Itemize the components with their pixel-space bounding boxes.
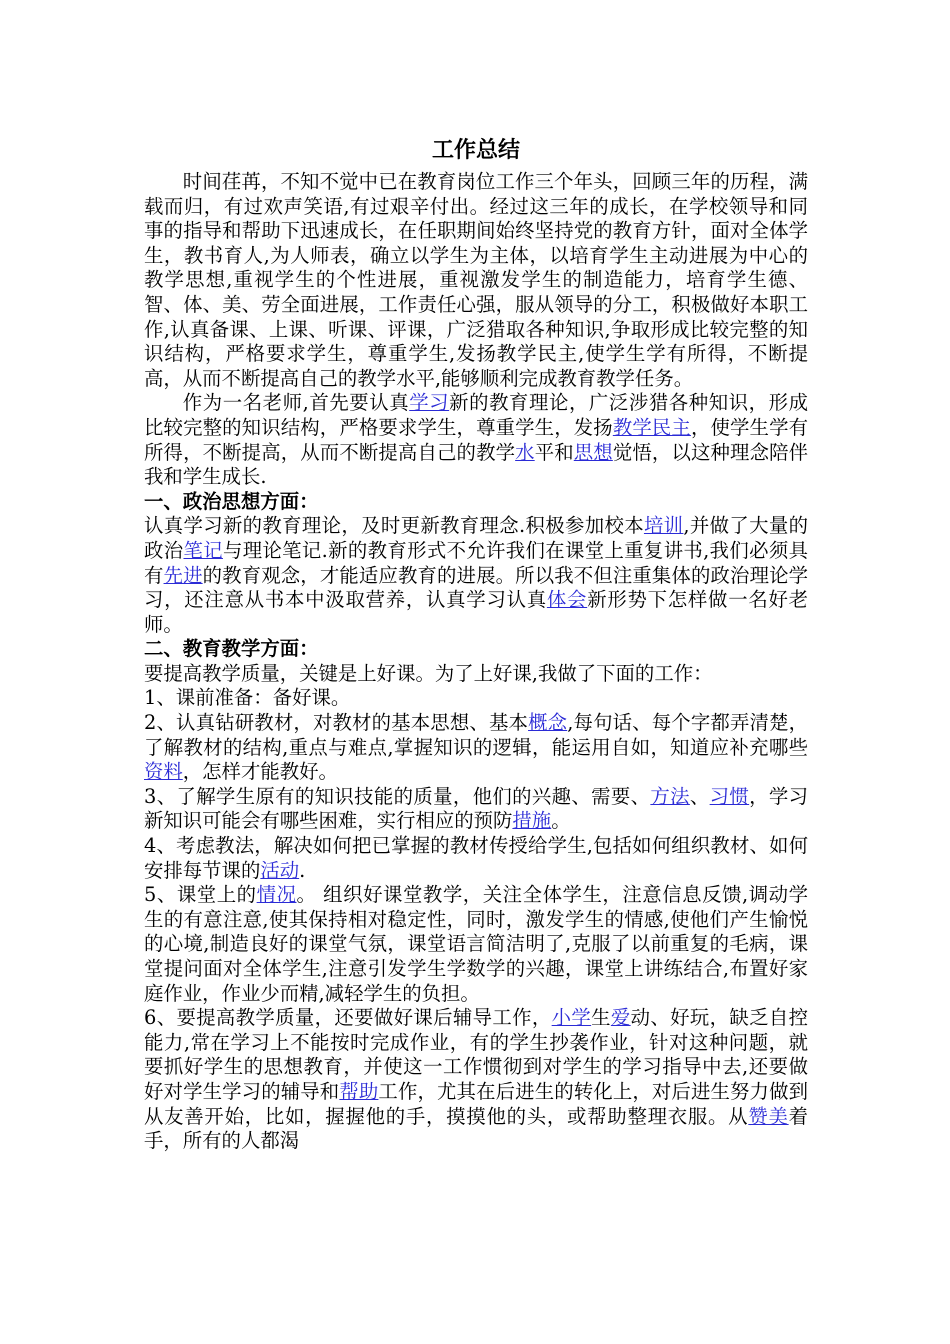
link-activity[interactable]: 活动 — [260, 858, 300, 882]
link-habit[interactable]: 习惯 — [709, 784, 750, 808]
paragraph-political: 认真学习新的教育理论，及时更新教育理念.积极参加校本培训,并做了大量的政治笔记与理论笔记.新的教育形式不允许我们在课堂上重复讲书,我们必须具有先进的教育观念，才能适应教育的进展。所以我不但注重集体的政治理论学习，还注意从书本中汲取营养，认真学习认真体会新形势下怎样做一名好老师。 — [144, 514, 809, 636]
list-item-5: 5、课堂上的情况。 组织好课堂教学，关注全体学生，注意信息反馈,调动学生的有意注意,使其保持相对稳定性，同时，激发学生的情感,使他们产生愉悦的心境,制造良好的课堂气氛，课堂语言简洁明了,克服了以前重复的毛病，课堂提问面对全体学生,注意引发学生学数学的兴趣，课堂上讲练结合,布置好家庭作业，作业少而精,减轻学生的负担。 — [144, 883, 809, 1005]
section-heading-political: 一、政治思想方面： — [144, 489, 319, 513]
list-item-4: 4、考虑教法，解决如何把已掌握的教材传授给学生,包括如何组织教材、如何安排每节课的活动. — [144, 834, 808, 882]
link-primary-school[interactable]: 小学 — [551, 1006, 592, 1030]
list-item-1: 1、课前准备：备好课。 — [144, 686, 351, 710]
link-thought[interactable]: 思想 — [573, 440, 613, 464]
section-heading-teaching: 二、教育教学方面： — [144, 637, 319, 661]
paragraph-teaching-intro: 要提高教学质量，关键是上好课。为了上好课,我做了下面的工作： — [144, 661, 713, 685]
link-teaching-democracy[interactable]: 教学民主 — [612, 415, 691, 439]
link-help[interactable]: 帮助 — [339, 1079, 379, 1103]
document-page — [144, 128, 808, 1154]
list-item-3: 3、了解学生原有的知识技能的质量，他们的兴趣、需要、方法、习惯，学习新知识可能会有哪些困难，实行相应的预防措施。 — [144, 784, 809, 833]
list-item-6: 6、要提高教学质量，还要做好课后辅导工作，小学生爱动、好玩，缺乏自控能力,常在学习上不能按时完成作业，有的学生抄袭作业，针对这种问题，就要抓好学生的思想教育，并使这一工作惯彻到对学生的学习指导中去,还要做好对学生学习的辅导和帮助工作，尤其在后进生的转化上，对后进生努力做到从友善开始，比如，握握他的手，摸摸他的头，或帮助整理衣服。从赞美着手，所有的人都渴 — [144, 1006, 809, 1153]
link-love[interactable]: 爱 — [610, 1006, 631, 1030]
link-study[interactable]: 学习 — [409, 391, 450, 415]
link-method[interactable]: 方法 — [650, 784, 690, 808]
link-measures[interactable]: 措施 — [512, 809, 552, 833]
link-advanced[interactable]: 先进 — [163, 563, 203, 587]
link-praise[interactable]: 赞美 — [748, 1104, 789, 1128]
paragraph-teacher-role: 作为一名老师,首先要认真学习新的教育理论，广泛涉猎各种知识，形成比较完整的知识结构，严格要求学生，尊重学生，发扬教学民主，使学生学有所得，不断提高，从而不断提高自己的教学水平和思想觉悟，以这种理念陪伴我和学生成长. — [144, 391, 809, 489]
link-training[interactable]: 培训 — [643, 514, 684, 538]
link-level[interactable]: 水 — [515, 440, 535, 464]
list-item-2: 2、认真钻研教材，对教材的基本思想、基本概念,每句话、每个字都弄清楚，了解教材的结构,重点与难点,掌握知识的逻辑，能运用自如，知道应补充哪些资料，怎样才能教好。 — [144, 711, 809, 784]
link-material[interactable]: 资料 — [144, 760, 183, 784]
link-concept[interactable]: 概念 — [528, 711, 568, 735]
link-experience[interactable]: 体会 — [546, 588, 588, 612]
link-notes[interactable]: 笔记 — [183, 538, 223, 562]
paragraph-intro: 时间荏苒，不知不觉中已在教育岗位工作三个年头，回顾三年的历程，满载而归，有过欢声笑语,有过艰辛付出。经过这三年的成长，在学校领导和同事的指导和帮助下迅速成长，在任职期间始终坚持党的教育方针，面对全体学生，教书育人,为人师表，确立以学生为主体，以培育学生主动进展为中心的教学思想,重视学生的个性进展，重视激发学生的制造能力，培育学生德、智、体、美、劳全面进展，工作责任心强，服从领导的分工，积极做好本职工作,认真备课、上课、听课、评课，广泛猎取各种知识,争取形成比较完整的知识结构，严格要求学生，尊重学生,发扬教学民主,使学生学有所得，不断提高，从而不断提高自己的教学水平,能够顺利完成教育教学任务。 — [144, 170, 808, 390]
link-situation[interactable]: 情况 — [256, 883, 297, 907]
document-title: 工作总结 — [431, 137, 520, 163]
